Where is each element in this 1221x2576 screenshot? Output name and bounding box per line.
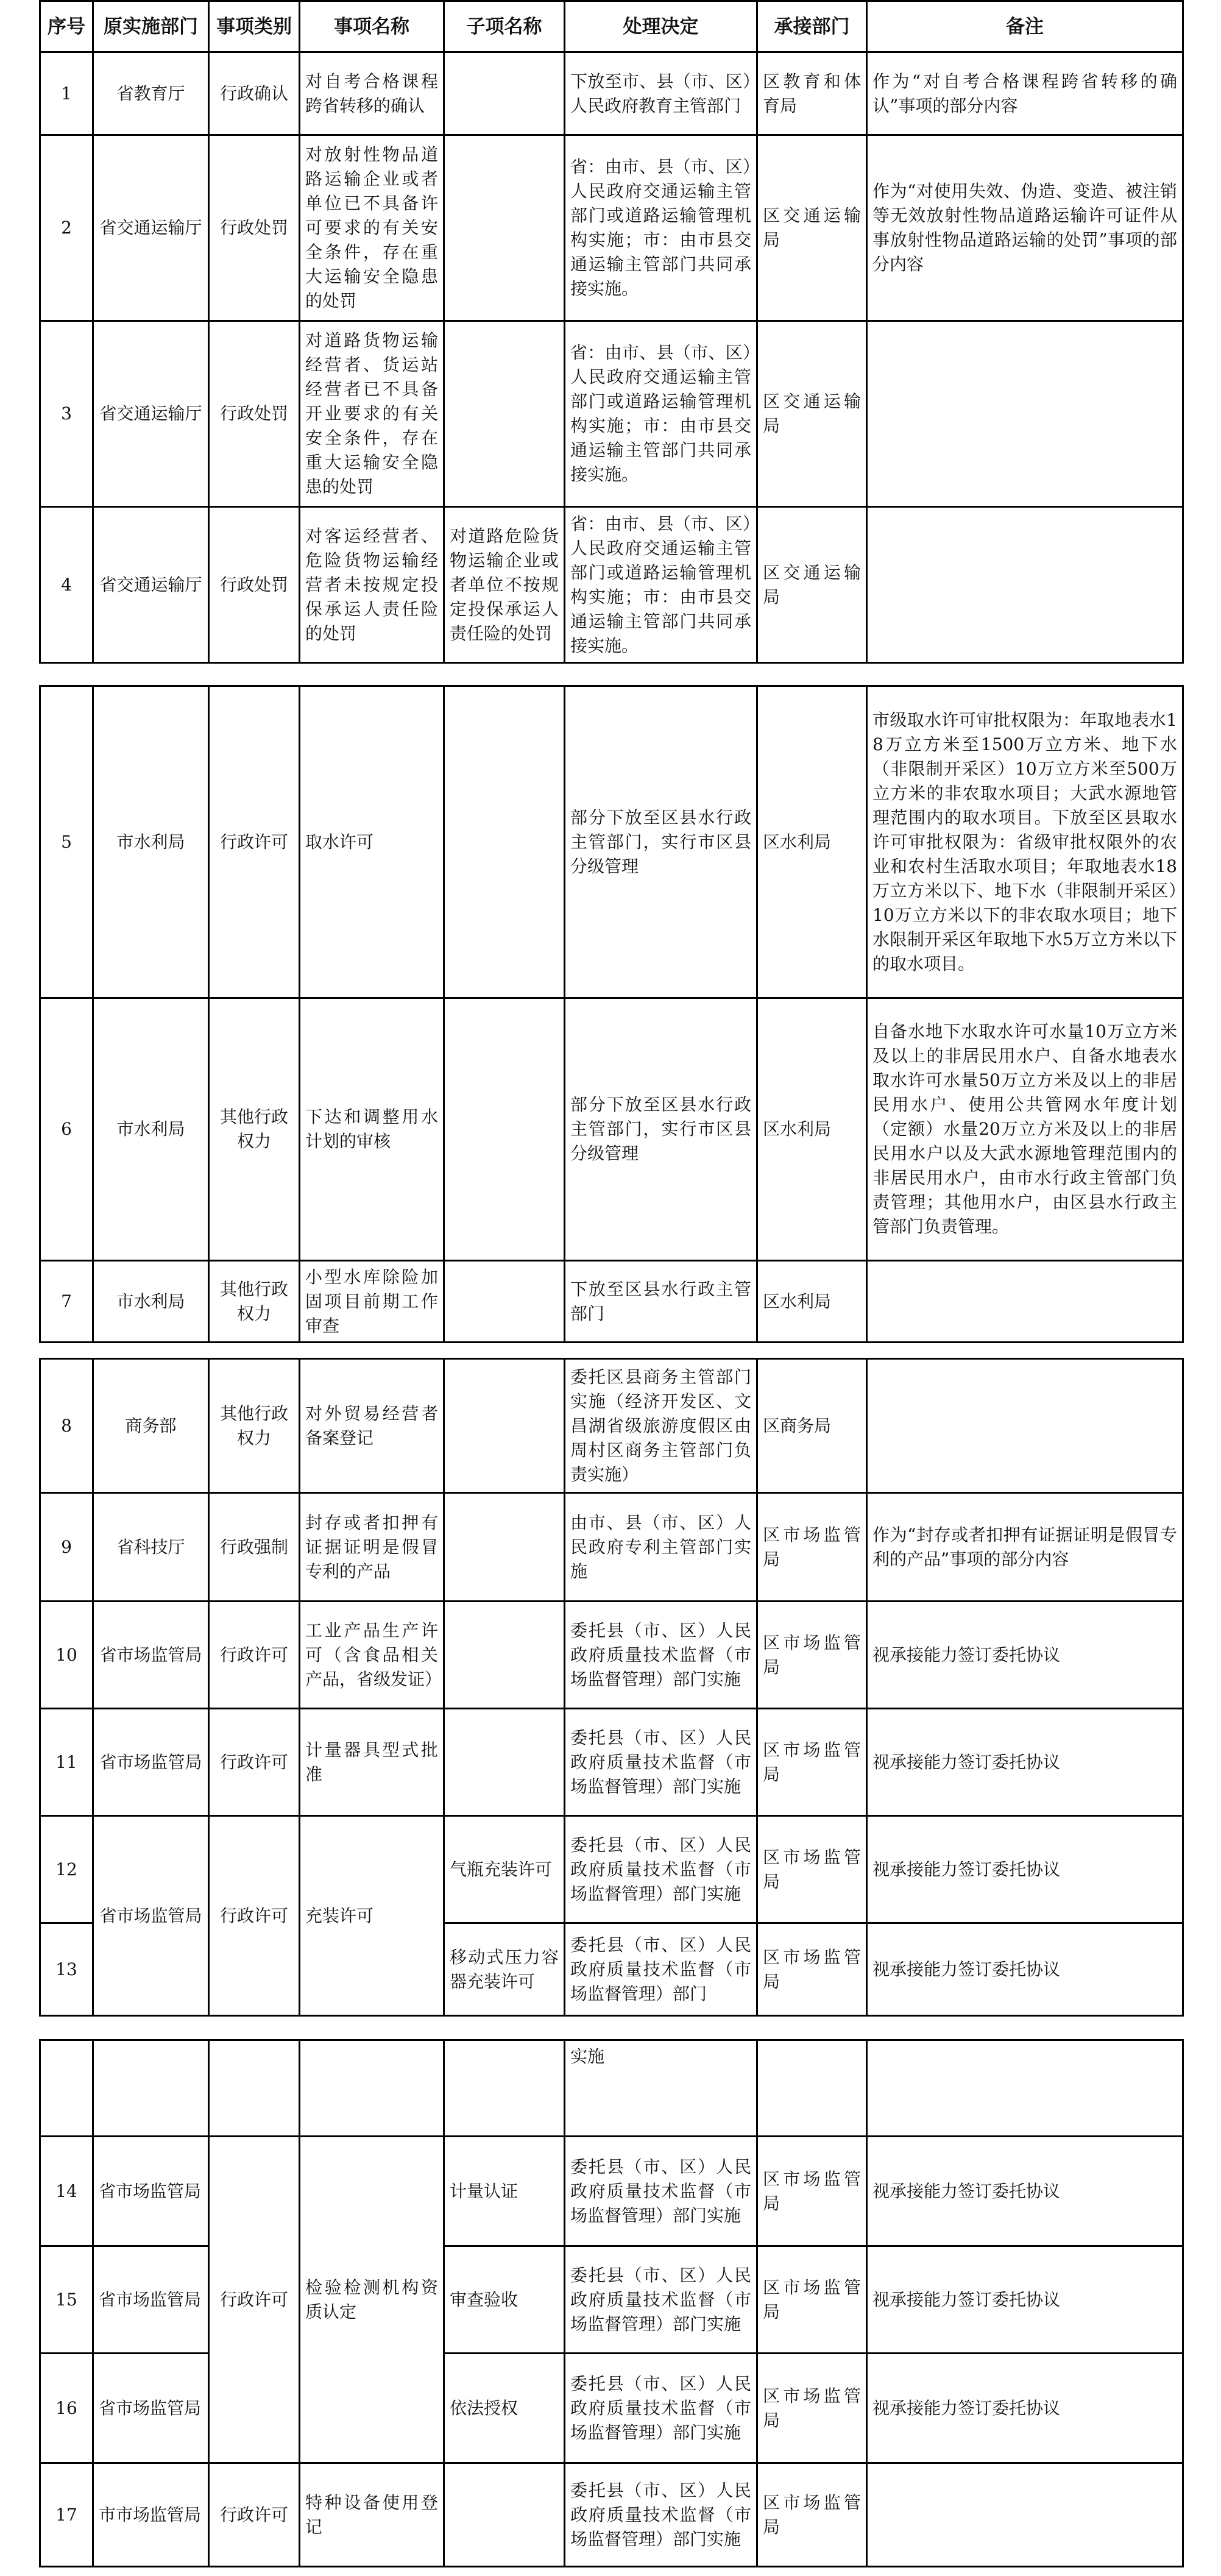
header-name: 事项名称 — [300, 1, 444, 52]
cell-category: 行政许可 — [209, 2463, 300, 2567]
cell-dept: 市水利局 — [93, 1261, 209, 1343]
cell-no: 7 — [40, 1261, 93, 1343]
cell-note: 自备水地下水取水许可水量10万立方米及以上的非居民用水户、自备水地表水取水许可水量50万立方米及以上的非居民用水户、使用公共管网水年度计划（定额）水量20万立方米及以上的非居民用水户以及大武水源地管理范围内的非居民用水户，由市水行政主管部门负责管理；其他用水户，由区县水行政主管部门负责管理。 — [867, 998, 1183, 1261]
cell-category: 其他行政权力 — [209, 1261, 300, 1343]
cell-receiver: 区交通运输局 — [757, 135, 867, 321]
cell-receiver — [757, 2040, 867, 2137]
cell-receiver: 区市场监管局 — [757, 2463, 867, 2567]
cell-name: 小型水库除险加固项目前期工作审查 — [300, 1261, 444, 1343]
cell-decision: 部分下放至区县水行政主管部门，实行市区县分级管理 — [565, 686, 757, 998]
cell-category: 其他行政权力 — [209, 998, 300, 1261]
cell-receiver: 区市场监管局 — [757, 1816, 867, 1923]
cell-name: 计量器具型式批准 — [300, 1709, 444, 1816]
cell-category: 行政许可 — [209, 1602, 300, 1709]
cell-dept: 省市场监管局 — [93, 2246, 209, 2354]
cell-decision: 省：由市、县（市、区）人民政府交通运输主管部门或道路运输管理机构实施；市：由市县交通运输主管部门共同承接实施。 — [565, 321, 757, 507]
cell-note: 市级取水许可审批权限为：年取地表水18万立方米至1500万立方米、地下水（非限制开采区）10万立方米至500万立方米的非农取水项目；大武水源地管理范围内的取水项目。下放至区县取水许可审批权限为：省级审批权限外的农业和农村生活取水项目；年取地表水18万立方米以下、地下水（非限制开采区）10万立方米以下的非农取水项目；地下水限制开采区年取地下水5万立方米以下的取水项目。 — [867, 686, 1183, 998]
cell-sub — [444, 135, 565, 321]
table-row — [40, 1709, 1183, 1816]
cell-decision: 委托县（市、区）人民政府质量技术监督（市场监督管理）部门 — [565, 1923, 757, 2016]
cell-dept: 省市场监管局 — [93, 1602, 209, 1709]
cell-dept: 市市场监管局 — [93, 2463, 209, 2567]
table-row — [40, 1602, 1183, 1709]
cell-receiver: 区商务局 — [757, 1359, 867, 1493]
cell-no: 11 — [40, 1709, 93, 1816]
cell-receiver: 区水利局 — [757, 1261, 867, 1343]
cell-name — [300, 2040, 444, 2137]
cell-note: 视承接能力签订委托协议 — [867, 1816, 1183, 1923]
cell-no: 13 — [40, 1923, 93, 2016]
cell-decision: 由市、县（市、区）人民政府专利主管部门实施 — [565, 1493, 757, 1602]
cell-no: 17 — [40, 2463, 93, 2567]
cell-receiver: 区水利局 — [757, 998, 867, 1261]
table-section-3 — [39, 1358, 1184, 2017]
cell-receiver: 区教育和体育局 — [757, 52, 867, 135]
cell-sub: 对道路危险货物运输企业或者单位不按规定投保承运人责任险的处罚 — [444, 507, 565, 663]
cell-dept: 市水利局 — [93, 998, 209, 1261]
cell-category: 行政许可 — [209, 2137, 300, 2463]
cell-note: 作为“对自考合格课程跨省转移的确认”事项的部分内容 — [867, 52, 1183, 135]
cell-note — [867, 507, 1183, 663]
cell-name: 封存或者扣押有证据证明是假冒专利的产品 — [300, 1493, 444, 1602]
cell-sub — [444, 2463, 565, 2567]
cell-name: 下达和调整用水计划的审核 — [300, 998, 444, 1261]
table-row — [40, 1359, 1183, 1493]
cell-no: 9 — [40, 1493, 93, 1602]
cell-note: 视承接能力签订委托协议 — [867, 1602, 1183, 1709]
cell-category: 行政许可 — [209, 686, 300, 998]
cell-note: 视承接能力签订委托协议 — [867, 1709, 1183, 1816]
cell-category: 行政强制 — [209, 1493, 300, 1602]
cell-dept: 省交通运输厅 — [93, 507, 209, 663]
cell-no: 4 — [40, 507, 93, 663]
cell-receiver: 区市场监管局 — [757, 2354, 867, 2463]
cell-no: 8 — [40, 1359, 93, 1493]
cell-name: 对客运经营者、危险货物运输经营者未按规定投保承运人责任险的处罚 — [300, 507, 444, 663]
table-section-1 — [39, 0, 1184, 664]
cell-no: 1 — [40, 52, 93, 135]
table-row — [40, 2463, 1183, 2567]
cell-dept: 省市场监管局 — [93, 2137, 209, 2246]
cell-no: 3 — [40, 321, 93, 507]
cell-name: 工业产品生产许可（含食品相关产品，省级发证） — [300, 1602, 444, 1709]
cell-dept: 省交通运输厅 — [93, 321, 209, 507]
cell-no: 12 — [40, 1816, 93, 1923]
cell-receiver: 区交通运输局 — [757, 321, 867, 507]
cell-no: 15 — [40, 2246, 93, 2354]
cell-note — [867, 321, 1183, 507]
cell-decision: 实施 — [565, 2040, 757, 2137]
table-row — [40, 2137, 1183, 2246]
cell-decision: 委托县（市、区）人民政府质量技术监督（市场监督管理）部门实施 — [565, 2354, 757, 2463]
cell-receiver: 区水利局 — [757, 686, 867, 998]
table-row-continuation — [40, 2040, 1183, 2137]
header-sub: 子项名称 — [444, 1, 565, 52]
cell-dept: 省市场监管局 — [93, 1709, 209, 1816]
cell-dept: 省市场监管局 — [93, 1816, 209, 2016]
cell-no: 5 — [40, 686, 93, 998]
cell-sub: 审查验收 — [444, 2246, 565, 2354]
cell-decision: 委托县（市、区）人民政府质量技术监督（市场监督管理）部门实施 — [565, 2463, 757, 2567]
cell-name: 充装许可 — [300, 1816, 444, 2016]
cell-decision: 委托县（市、区）人民政府质量技术监督（市场监督管理）部门实施 — [565, 1816, 757, 1923]
cell-decision: 下放至区县水行政主管部门 — [565, 1261, 757, 1343]
cell-receiver: 区市场监管局 — [757, 1709, 867, 1816]
cell-decision: 委托区县商务主管部门实施（经济开发区、文昌湖省级旅游度假区由周村区商务主管部门负责实施） — [565, 1359, 757, 1493]
cell-receiver: 区市场监管局 — [757, 1493, 867, 1602]
cell-dept: 商务部 — [93, 1359, 209, 1493]
cell-dept — [93, 2040, 209, 2137]
cell-sub: 依法授权 — [444, 2354, 565, 2463]
cell-sub — [444, 686, 565, 998]
cell-category: 行政处罚 — [209, 135, 300, 321]
cell-receiver: 区市场监管局 — [757, 1923, 867, 2016]
cell-note — [867, 2463, 1183, 2567]
cell-category — [209, 2040, 300, 2137]
cell-sub — [444, 998, 565, 1261]
cell-decision: 委托县（市、区）人民政府质量技术监督（市场监督管理）部门实施 — [565, 1709, 757, 1816]
header-category: 事项类别 — [209, 1, 300, 52]
cell-decision: 委托县（市、区）人民政府质量技术监督（市场监督管理）部门实施 — [565, 1602, 757, 1709]
cell-no: 14 — [40, 2137, 93, 2246]
cell-note — [867, 1261, 1183, 1343]
cell-note: 视承接能力签订委托协议 — [867, 1923, 1183, 2016]
table-row — [40, 321, 1183, 507]
table-row — [40, 1261, 1183, 1343]
cell-sub — [444, 321, 565, 507]
table-row — [40, 52, 1183, 135]
cell-dept: 省市场监管局 — [93, 2354, 209, 2463]
cell-note: 视承接能力签订委托协议 — [867, 2137, 1183, 2246]
cell-dept: 省科技厅 — [93, 1493, 209, 1602]
header-dept: 原实施部门 — [93, 1, 209, 52]
cell-name: 检验检测机构资质认定 — [300, 2137, 444, 2463]
cell-no: 10 — [40, 1602, 93, 1709]
cell-sub: 移动式压力容器充装许可 — [444, 1923, 565, 2016]
cell-sub — [444, 52, 565, 135]
table-row — [40, 998, 1183, 1261]
cell-sub: 计量认证 — [444, 2137, 565, 2246]
table-row — [40, 135, 1183, 321]
cell-note: 视承接能力签订委托协议 — [867, 2246, 1183, 2354]
cell-sub — [444, 1493, 565, 1602]
cell-receiver: 区交通运输局 — [757, 507, 867, 663]
cell-receiver: 区市场监管局 — [757, 2246, 867, 2354]
cell-note: 视承接能力签订委托协议 — [867, 2354, 1183, 2463]
cell-name: 对自考合格课程跨省转移的确认 — [300, 52, 444, 135]
cell-no — [40, 2040, 93, 2137]
cell-decision: 省：由市、县（市、区）人民政府交通运输主管部门或道路运输管理机构实施；市：由市县交通运输主管部门共同承接实施。 — [565, 507, 757, 663]
cell-name: 特种设备使用登记 — [300, 2463, 444, 2567]
table-row — [40, 507, 1183, 663]
cell-decision: 部分下放至区县水行政主管部门，实行市区县分级管理 — [565, 998, 757, 1261]
header-no: 序号 — [40, 1, 93, 52]
cell-note — [867, 2040, 1183, 2137]
table-section-4 — [39, 2039, 1184, 2567]
cell-dept: 省教育厅 — [93, 52, 209, 135]
cell-name: 对外贸易经营者备案登记 — [300, 1359, 444, 1493]
cell-sub — [444, 1359, 565, 1493]
cell-receiver: 区市场监管局 — [757, 2137, 867, 2246]
cell-no: 6 — [40, 998, 93, 1261]
cell-dept: 市水利局 — [93, 686, 209, 998]
cell-name: 对道路货物运输经营者、货运站经营者已不具备开业要求的有关安全条件，存在重大运输安全隐患的处罚 — [300, 321, 444, 507]
header-note: 备注 — [867, 1, 1183, 52]
cell-name: 取水许可 — [300, 686, 444, 998]
cell-category: 其他行政权力 — [209, 1359, 300, 1493]
cell-category: 行政处罚 — [209, 321, 300, 507]
cell-no: 16 — [40, 2354, 93, 2463]
cell-decision: 省：由市、县（市、区）人民政府交通运输主管部门或道路运输管理机构实施；市：由市县交通运输主管部门共同承接实施。 — [565, 135, 757, 321]
table-row — [40, 1816, 1183, 1923]
cell-category: 行政许可 — [209, 1709, 300, 1816]
cell-note: 作为“对使用失效、伪造、变造、被注销等无效放射性物品道路运输许可证件从事放射性物品道路运输的处罚”事项的部分内容 — [867, 135, 1183, 321]
cell-receiver: 区市场监管局 — [757, 1602, 867, 1709]
cell-no: 2 — [40, 135, 93, 321]
table-section-2 — [39, 685, 1184, 1343]
table-row — [40, 686, 1183, 998]
cell-category: 行政许可 — [209, 1816, 300, 2016]
cell-name: 对放射性物品道路运输企业或者单位已不具备许可要求的有关安全条件，存在重大运输安全隐患的处罚 — [300, 135, 444, 321]
table-row — [40, 1493, 1183, 1602]
cell-sub — [444, 1261, 565, 1343]
cell-sub: 气瓶充装许可 — [444, 1816, 565, 1923]
header-decision: 处理决定 — [565, 1, 757, 52]
cell-category: 行政处罚 — [209, 507, 300, 663]
cell-dept: 省交通运输厅 — [93, 135, 209, 321]
cell-sub — [444, 2040, 565, 2137]
header-receiver: 承接部门 — [757, 1, 867, 52]
cell-sub — [444, 1602, 565, 1709]
cell-decision: 委托县（市、区）人民政府质量技术监督（市场监督管理）部门实施 — [565, 2137, 757, 2246]
cell-note: 作为“封存或者扣押有证据证明是假冒专利的产品”事项的部分内容 — [867, 1493, 1183, 1602]
cell-note — [867, 1359, 1183, 1493]
cell-decision: 下放至市、县（市、区）人民政府教育主管部门 — [565, 52, 757, 135]
cell-category: 行政确认 — [209, 52, 300, 135]
header-row — [40, 1, 1183, 52]
cell-sub — [444, 1709, 565, 1816]
cell-decision: 委托县（市、区）人民政府质量技术监督（市场监督管理）部门实施 — [565, 2246, 757, 2354]
